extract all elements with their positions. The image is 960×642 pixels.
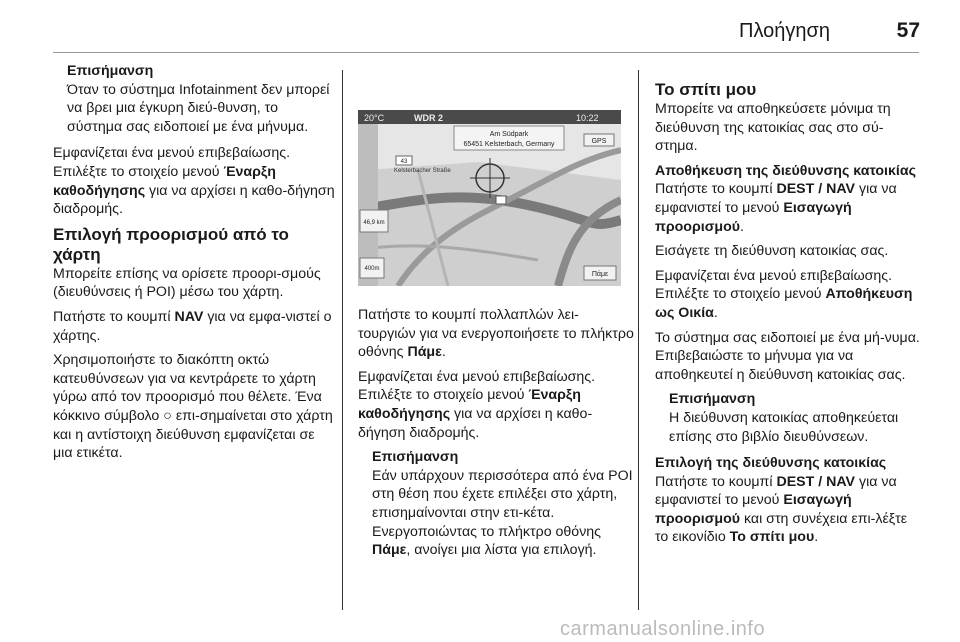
note-text: Όταν το σύστημα Infotainment δεν μπορεί να βρει μια έγκυρη διεύ-θυνση, το σύστημα σας ειδοποιεί με ένα μήνυμα.	[67, 81, 330, 135]
circle-symbol-icon: ○	[163, 407, 172, 424]
button-label: Πάμε	[372, 542, 407, 559]
paragraph: Πατήστε το κουμπί DEST / NAV για να εμφανιστεί το μενού Εισαγωγή προορισμού.	[655, 181, 897, 235]
note-title: Επισήμανση	[67, 63, 154, 79]
section-title: Πλοήγηση	[739, 20, 830, 42]
svg-text:Kelsterbacher Straße: Kelsterbacher Straße	[394, 168, 451, 174]
left-column	[53, 62, 337, 469]
note-title: Επισήμανση	[669, 391, 756, 408]
header-rule	[53, 52, 919, 53]
paragraph: Μπορείτε επίσης να ορίσετε προορι-σμούς (διευθύνσεις ή POI) μέσω του χάρτη.	[53, 265, 321, 301]
column-divider	[638, 70, 639, 610]
svg-text:GPS: GPS	[591, 138, 607, 145]
button-label: DEST / NAV	[776, 473, 856, 490]
middle-column	[358, 306, 634, 568]
button-label: DEST / NAV	[776, 181, 856, 198]
button-label: Πάμε	[407, 344, 442, 361]
svg-text:10:22: 10:22	[576, 113, 599, 123]
navigation-map-screenshot	[358, 110, 621, 286]
paragraph: Εισάγετε τη διεύθυνση κατοικίας σας.	[655, 243, 889, 260]
section-heading: Το σπίτι μου	[655, 80, 757, 99]
note-text: Η διεύθυνση κατοικίας αποθηκεύεται επίσης στο βιβλίο διευθύνσεων.	[669, 409, 899, 445]
paragraph: Χρησιμοποιήστε το διακόπτη οκτώ κατευθύνσεων για να κεντράρετε το χάρτη γύρω από τον προορισμό που θέλετε. Ένα κόκκινο σύμβολο ○ επι-σημαίνεται στο χάρτη και η αντίστοιχη διεύθυνση εμφανίζεται σε μια ετικέτα.	[53, 352, 333, 462]
column-divider	[342, 70, 343, 610]
menu-item-label: Αποθήκευση ως Οικία	[655, 286, 913, 321]
menu-item-label: Εισαγωγή προορισμού	[655, 492, 852, 527]
menu-item-label: Εισαγωγή προορισμού	[655, 199, 852, 235]
paragraph: Πατήστε το κουμπί DEST / NAV για να εμφανιστεί το μενού Εισαγωγή προορισμού και στη συνέχεια επι-λέξτε το εικονίδιο Το σπίτι μου.	[655, 473, 908, 546]
watermark: carmanualsonline.info	[560, 618, 766, 640]
svg-text:400m: 400m	[364, 266, 380, 272]
paragraph: Πατήστε το κουμπί NAV για να εμφα-νιστεί ο χάρτης.	[53, 308, 332, 344]
svg-text:WDR 2: WDR 2	[414, 113, 443, 123]
menu-item-label: Έναρξη καθοδήγησης	[53, 163, 276, 199]
svg-text:20°C: 20°C	[364, 113, 385, 123]
paragraph: Πατήστε το κουμπί πολλαπλών λει-τουργιών για να ενεργοποιήσετε το πλήκτρο οθόνης Πάμε.	[358, 307, 634, 361]
subsection-heading: Αποθήκευση της διεύθυνσης κατοικίας	[655, 162, 916, 179]
svg-text:43: 43	[400, 159, 408, 165]
note-box	[372, 448, 634, 560]
note-box	[67, 62, 337, 136]
svg-text:Am Südpark: Am Südpark	[489, 131, 529, 138]
page-number: 57	[896, 19, 920, 42]
paragraph: Εμφανίζεται ένα μενού επιβεβαίωσης. Επιλέξτε το στοιχείο μενού Έναρξη καθοδήγησης για να αρχίσει η καθο-δήγηση διαδρομής.	[358, 368, 596, 441]
paragraph: Εμφανίζεται ένα μενού επιβεβαίωσης. Επιλέξτε το στοιχείο μενού Έναρξη καθοδήγησης για να αρχίσει η καθο-δήγηση διαδρομής.	[53, 145, 335, 218]
note-text: Εάν υπάρχουν περισσότερα από ένα POI στη θέση που έχετε επιλέξει στο χάρτη, επισημαίνονται στην ετι-κέτα. Ενεργοποιώντας το πλήκτρο οθόνης Πάμε, ανοίγει μια λίστα για επιλογή.	[372, 467, 633, 559]
subsection-heading: Επιλογή της διεύθυνσης κατοικίας	[655, 455, 887, 472]
paragraph: Το σύστημα σας ειδοποιεί με ένα μή-νυμα. Επιβεβαιώστε το μήνυμα για να αποθηκευτεί η διεύθυνση κατοικίας σας.	[655, 329, 920, 383]
button-label: NAV	[174, 308, 204, 325]
paragraph: Εμφανίζεται ένα μενού επιβεβαίωσης. Επιλέξτε το στοιχείο μενού Αποθήκευση ως Οικία.	[655, 267, 913, 321]
svg-text:46,9 km: 46,9 km	[363, 220, 385, 226]
svg-text:65451 Kelsterbach, Germany: 65451 Kelsterbach, Germany	[463, 141, 555, 148]
right-column	[655, 80, 923, 553]
svg-text:Πάμε: Πάμε	[591, 271, 609, 278]
menu-item-label: Το σπίτι μου	[729, 529, 815, 546]
paragraph: Μπορείτε να αποθηκεύσετε μόνιμα τη διεύθυνση της κατοικίας σας στο σύ-στημα.	[655, 101, 891, 155]
note-title: Επισήμανση	[372, 449, 459, 466]
section-heading: Επιλογή προορισμού από το χάρτη	[53, 224, 289, 264]
menu-item-label: Έναρξη καθοδήγησης	[358, 387, 581, 422]
note-box	[669, 390, 923, 446]
